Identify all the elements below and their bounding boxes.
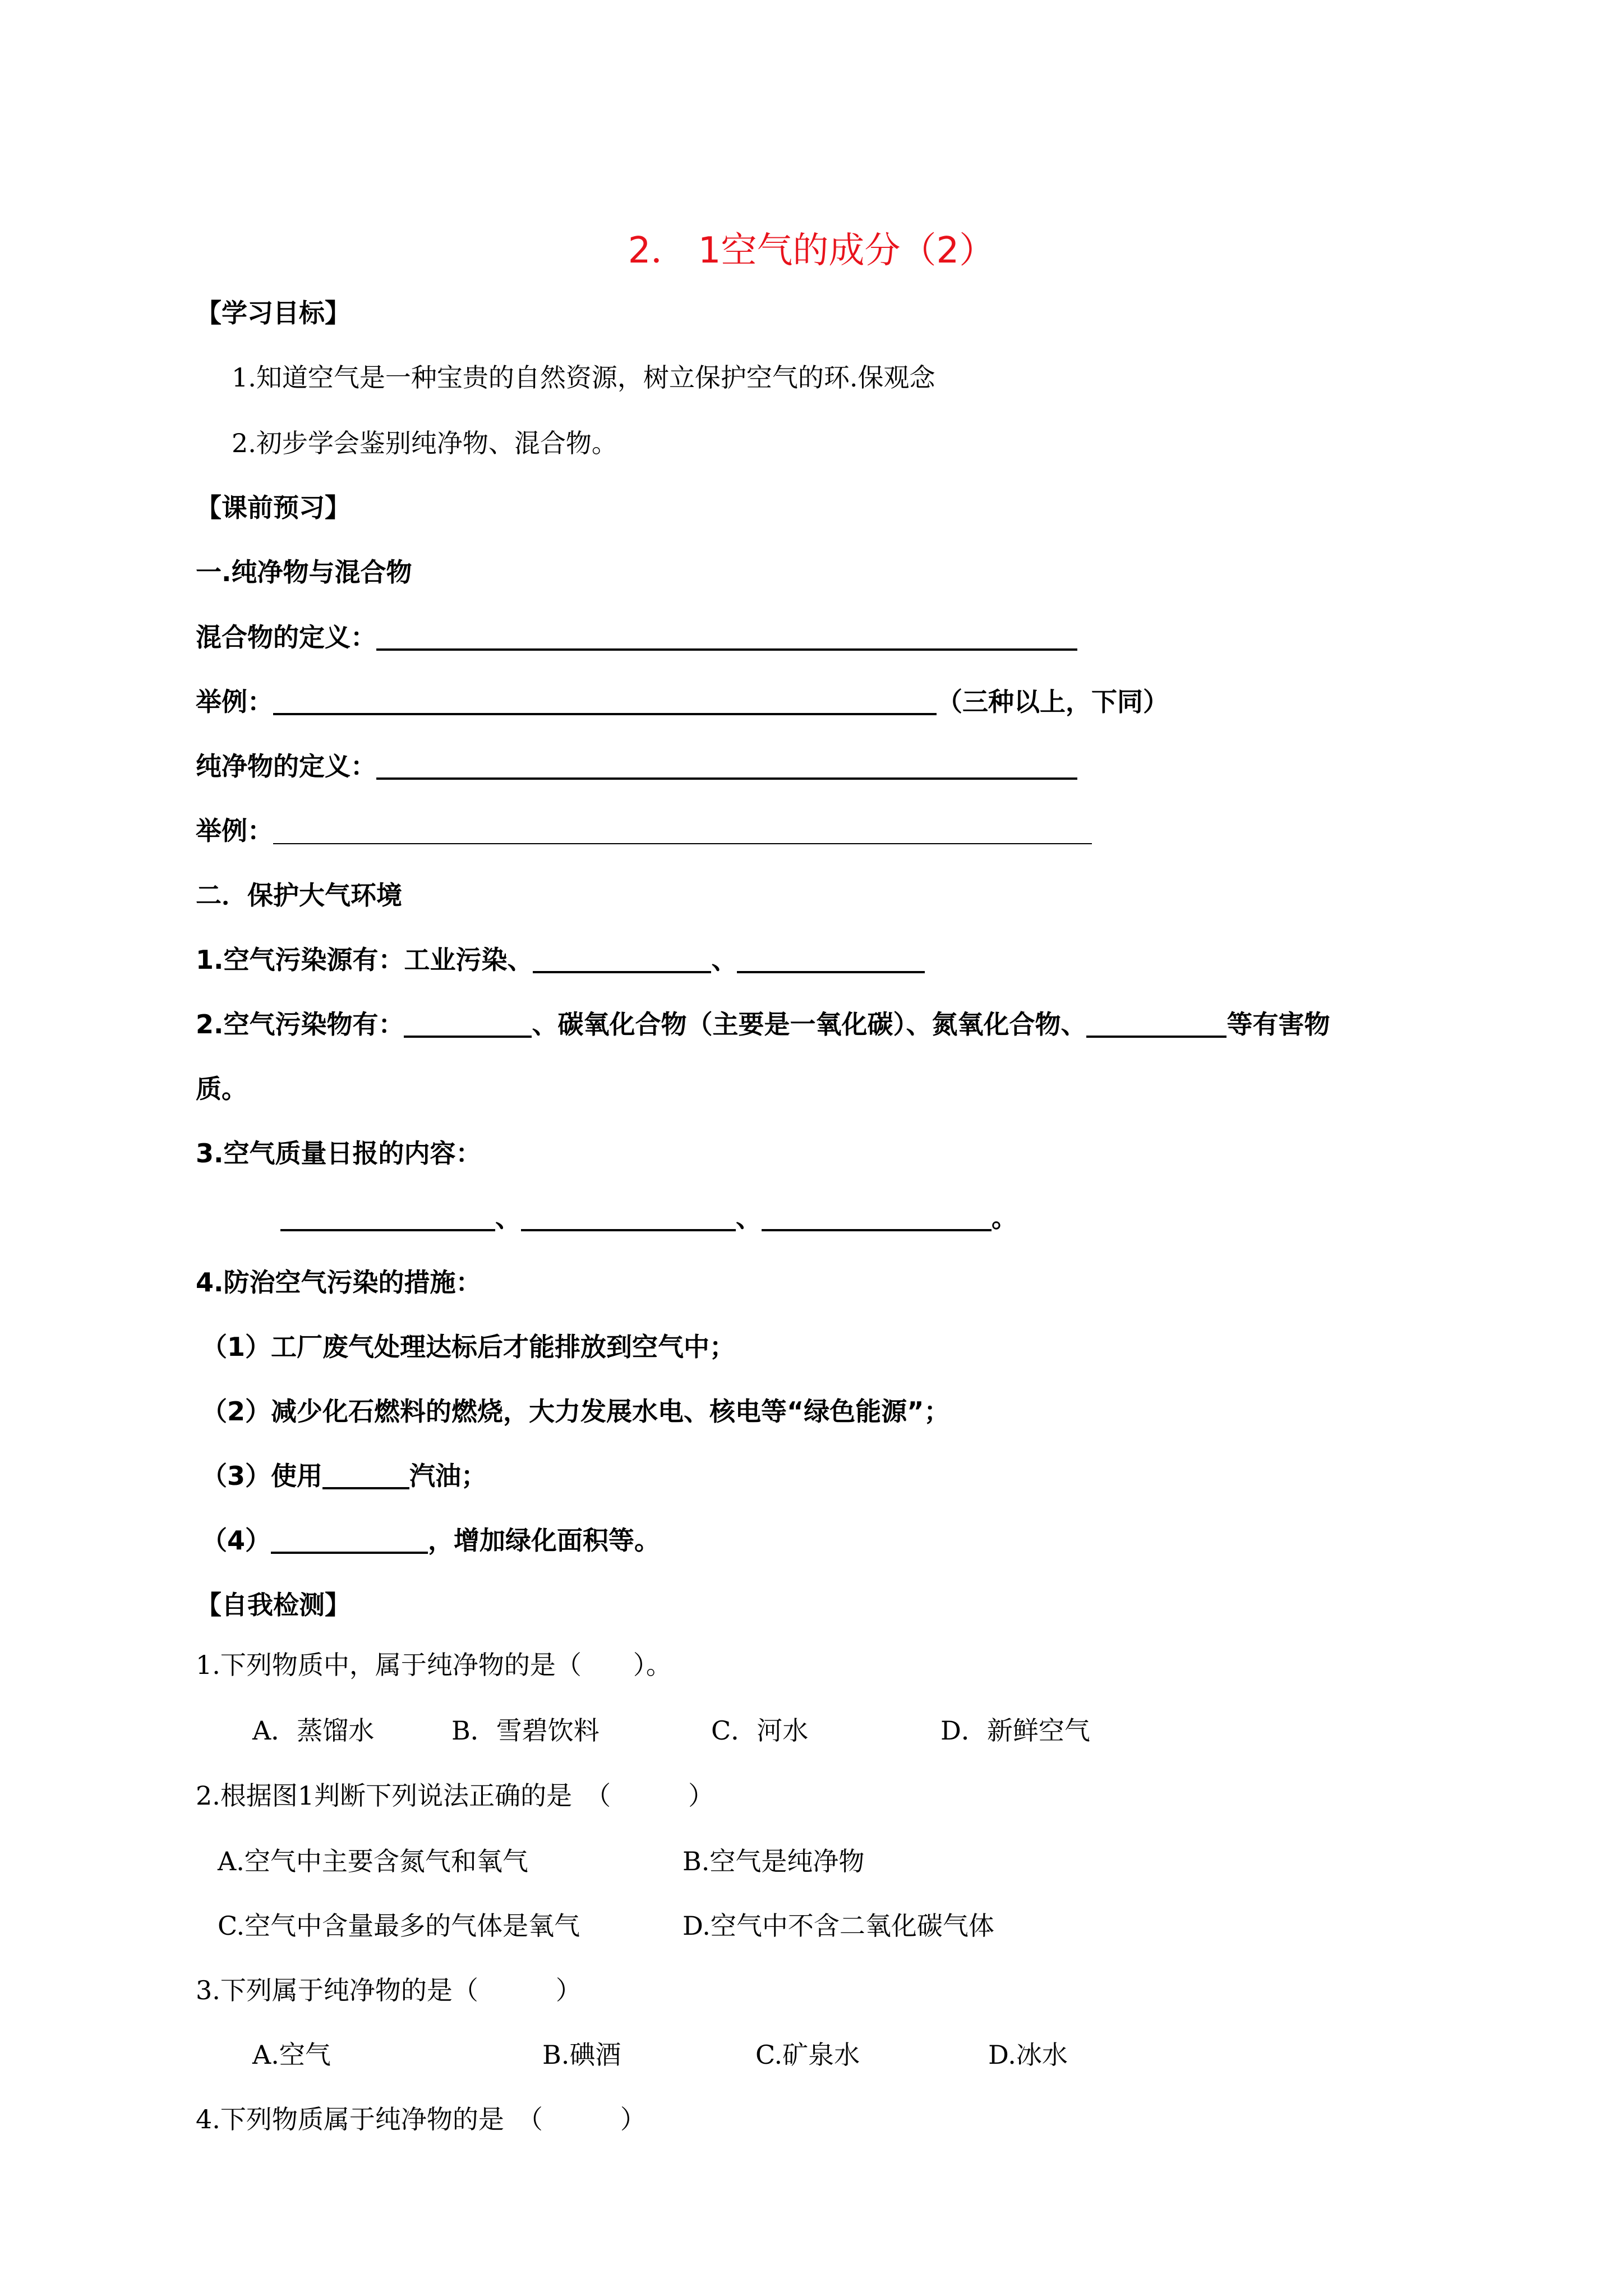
measure-3 xyxy=(201,1463,487,1489)
pollution-source-blank-1[interactable] xyxy=(533,950,711,973)
q2-option-b[interactable]: B.空气是纯净物 xyxy=(683,1846,865,1876)
goal-1: 1.知道空气是一种宝贵的自然资源，树立保护空气的环.保观念 xyxy=(232,362,935,393)
pure-definition-blank[interactable] xyxy=(376,756,1077,780)
example-note: （三种以上，下同） xyxy=(937,687,1169,717)
q2-option-a[interactable]: A.空气中主要含氮气和氧气 xyxy=(218,1846,528,1876)
measure-3-prefix: （3）使用 xyxy=(201,1461,323,1491)
q3-option-c[interactable]: C.矿泉水 xyxy=(755,2040,860,2070)
report-blank-1[interactable] xyxy=(280,1208,495,1231)
pure-example-line xyxy=(196,818,1092,844)
pollutants-line xyxy=(196,1011,1330,1037)
question-3: 3.下列属于纯净物的是（ ） xyxy=(196,1975,582,2005)
section-goals: 【学习目标】 xyxy=(196,298,351,328)
measure-4 xyxy=(201,1525,661,1556)
pollutants-line-wrap: 质。 xyxy=(196,1074,247,1104)
pollutant-blank-2[interactable] xyxy=(1086,1014,1227,1038)
pure-definition-label: 纯净物的定义： xyxy=(196,751,376,781)
pure-example-blank[interactable] xyxy=(273,822,1092,844)
part2-heading: 二．保护大气环境 xyxy=(196,880,402,910)
q1-option-b[interactable]: B．雪碧饮料 xyxy=(451,1715,600,1746)
pollution-sources-line xyxy=(196,947,925,973)
mixture-definition-line xyxy=(196,624,1077,650)
pure-example-label: 举例： xyxy=(196,816,273,846)
mixture-definition-blank[interactable] xyxy=(376,627,1077,651)
measure-4-suffix: ，增加绿化面积等。 xyxy=(428,1525,661,1556)
goal-2: 2.初步学会鉴别纯净物、混合物。 xyxy=(232,428,617,458)
q1-option-d[interactable]: D．新鲜空气 xyxy=(940,1715,1090,1746)
period: 。 xyxy=(992,1203,1017,1233)
separator: 、 xyxy=(736,1203,762,1233)
pure-definition-line xyxy=(196,753,1077,779)
separator: 、 xyxy=(495,1203,521,1233)
question-4: 4.下列物质属于纯净物的是 （ ） xyxy=(196,2104,646,2134)
report-blank-2[interactable] xyxy=(521,1208,736,1231)
question-1: 1.下列物质中，属于纯净物的是（ ）。 xyxy=(196,1650,672,1680)
pollution-source-blank-2[interactable] xyxy=(737,950,925,973)
section-preview: 【课前预习】 xyxy=(196,493,351,523)
measure-3-blank[interactable] xyxy=(322,1466,409,1489)
measure-4-blank[interactable] xyxy=(271,1530,428,1554)
question-2: 2.根据图1判断下列说法正确的是 （ ） xyxy=(196,1780,714,1811)
section-selftest: 【自我检测】 xyxy=(196,1590,351,1620)
report-blank-3[interactable] xyxy=(762,1208,992,1231)
measure-4-prefix: （4） xyxy=(201,1525,271,1556)
measure-3-suffix: 汽油； xyxy=(409,1461,487,1491)
q3-option-d[interactable]: D.冰水 xyxy=(988,2040,1068,2070)
pollutant-blank-1[interactable] xyxy=(404,1014,532,1038)
separator: 、 xyxy=(711,945,737,975)
mixture-example-line xyxy=(196,689,1169,715)
part1-heading: 一.纯净物与混合物 xyxy=(196,557,412,587)
mixture-example-label: 举例： xyxy=(196,687,273,717)
pollutants-middle-text: 、碳氧化合物（主要是一氧化碳）、氮氧化合物、 xyxy=(532,1009,1087,1039)
page-title: 2． 1空气的成分（2） xyxy=(628,230,995,272)
pollution-sources-label: 1.空气污染源有：工业污染、 xyxy=(196,945,533,975)
air-quality-report-label: 3.空气质量日报的内容： xyxy=(196,1138,482,1168)
q2-option-c[interactable]: C.空气中含量最多的气体是氧气 xyxy=(218,1911,580,1941)
pollutants-tail-text: 等有害物 xyxy=(1227,1009,1330,1039)
q1-option-c[interactable]: C．河水 xyxy=(711,1715,809,1746)
q2-option-d[interactable]: D.空气中不含二氧化碳气体 xyxy=(683,1911,994,1941)
pollutants-label: 2.空气污染物有： xyxy=(196,1009,404,1039)
mixture-example-blank[interactable] xyxy=(273,692,937,715)
mixture-definition-label: 混合物的定义： xyxy=(196,622,376,652)
measure-1: （1）工厂废气处理达标后才能排放到空气中； xyxy=(201,1332,736,1362)
q3-option-b[interactable]: B.碘酒 xyxy=(542,2040,621,2070)
air-quality-report-blanks xyxy=(280,1205,1017,1231)
q1-option-a[interactable]: A．蒸馏水 xyxy=(252,1715,375,1746)
measure-2: （2）减少化石燃料的燃烧，大力发展水电、核电等“绿色能源”； xyxy=(201,1396,950,1427)
prevention-measures-label: 4.防治空气污染的措施： xyxy=(196,1267,482,1297)
q3-option-a[interactable]: A.空气 xyxy=(252,2040,331,2070)
